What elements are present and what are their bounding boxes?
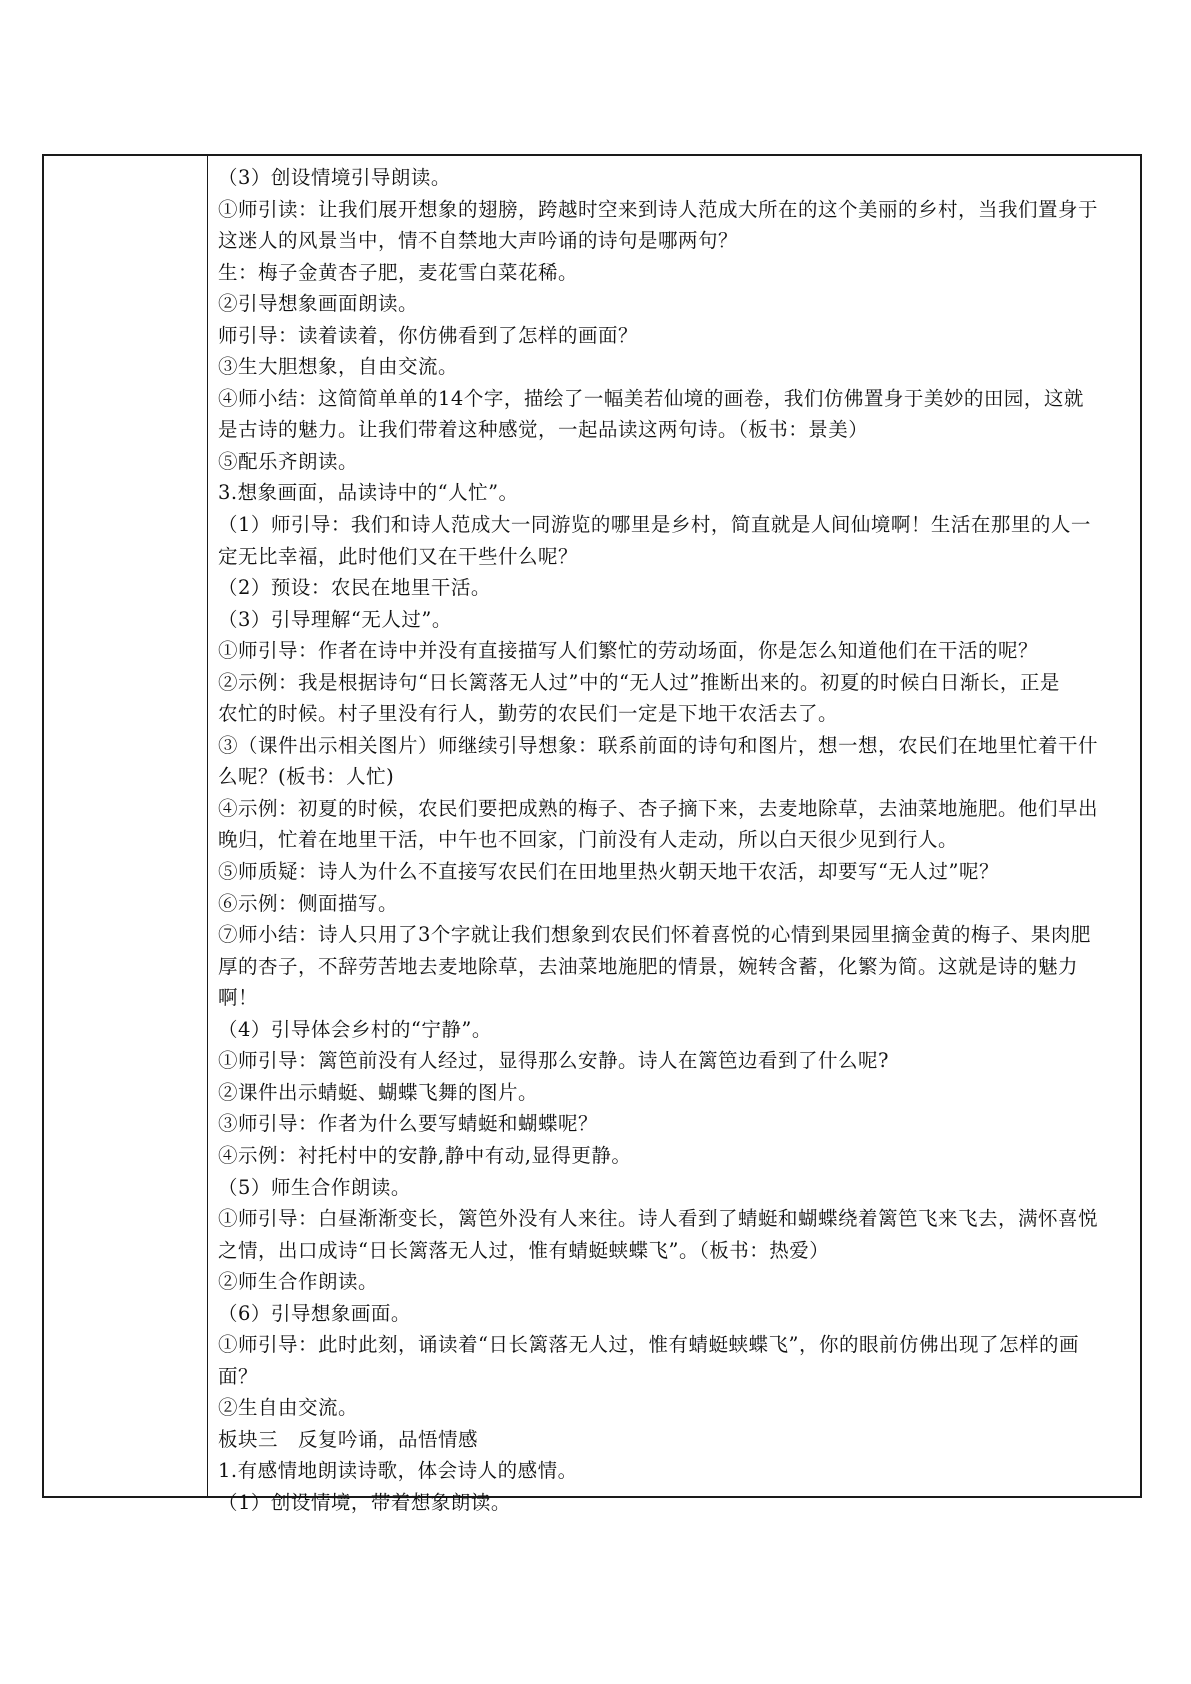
- text-line: 是古诗的魅力。让我们带着这种感觉，一起品读这两句诗。（板书：景美）: [218, 418, 869, 442]
- text-line: ⑥示例：侧面描写。: [218, 891, 399, 915]
- text-line: 板块三 反复吟诵，品悟情感: [218, 1427, 479, 1451]
- text-line: 之情，出口成诗“日长篱落无人过，惟有蜻蜓蛱蝶飞”。（板书：热爱）: [218, 1238, 830, 1262]
- text-line: ⑦师小结：诗人只用了3个字就让我们想象到农民们怀着喜悦的心情到果园里摘金黄的梅子、果肉肥: [218, 923, 1091, 947]
- text-line: 晚归，忙着在地里干活，中午也不回家，门前没有人走动，所以白天很少见到行人。: [218, 828, 959, 852]
- text-line: （2）预设：农民在地里干活。: [218, 576, 491, 600]
- text-line: ⑤师质疑：诗人为什么不直接写农民们在田地里热火朝天地干农活，却要写“无人过”呢？: [218, 860, 999, 884]
- text-line: 3.想象画面，品读诗中的“人忙”。: [218, 481, 519, 505]
- text-line: ②示例：我是根据诗句“日长篱落无人过”中的“无人过”推断出来的。初夏的时候白日渐长，正是: [218, 670, 1060, 694]
- lesson-plan-table: [42, 154, 1142, 1514]
- text-line: （1）师引导：我们和诗人范成大一同游览的哪里是乡村，简直就是人间仙境啊！生活在那里的人一: [218, 513, 1091, 537]
- text-line: ④示例：初夏的时候，农民们要把成熟的梅子、杏子摘下来，去麦地除草，去油菜地施肥。他们早出: [218, 796, 1099, 820]
- text-line: 农忙的时候。村子里没有行人，勤劳的农民们一定是下地干农活去了。: [218, 702, 839, 726]
- text-line: （5）师生合作朗读。: [218, 1175, 411, 1199]
- text-line: ②课件出示蜻蜓、蝴蝶飞舞的图片。: [218, 1080, 539, 1104]
- text-line: （1）创设情境，带着想象朗读。: [218, 1490, 511, 1514]
- text-line: ①师引导：此时此刻，诵读着“日长篱落无人过，惟有蜻蜓蛱蝶飞”，你的眼前仿佛出现了怎样的画: [218, 1333, 1079, 1357]
- text-line: ②生自由交流。: [218, 1396, 359, 1420]
- text-line: 面？: [218, 1364, 259, 1388]
- stage-column-cell: [44, 156, 208, 1496]
- text-line: 1.有感情地朗读诗歌，体会诗人的感情。: [218, 1459, 578, 1483]
- text-line: ④示例：衬托村中的安静,静中有动,显得更静。: [218, 1143, 632, 1167]
- text-line: 生：梅子金黄杏子肥，麦花雪白菜花稀。: [218, 260, 579, 284]
- text-line: （4）引导体会乡村的“宁静”。: [218, 1017, 492, 1041]
- text-line: ①师引导：作者在诗中并没有直接描写人们繁忙的劳动场面，你是怎么知道他们在干活的呢？: [218, 639, 1039, 663]
- text-line: ③（课件出示相关图片）师继续引导想象：联系前面的诗句和图片，想一想，农民们在地里忙着干什: [218, 733, 1099, 757]
- text-line: ④师小结：这简简单单的14个字，描绘了一幅美若仙境的画卷，我们仿佛置身于美妙的田园，这就: [218, 386, 1084, 410]
- text-line: 厚的杏子，不辞劳苦地去麦地除草，去油菜地施肥的情景，婉转含蓄，化繁为简。这就是诗的魅力: [218, 954, 1079, 978]
- text-line: ③生大胆想象，自由交流。: [218, 355, 459, 379]
- text-line: ①师引导：白昼渐渐变长，篱笆外没有人来往。诗人看到了蜻蜓和蝴蝶绕着篱笆飞来飞去，满怀喜悦: [218, 1207, 1099, 1231]
- text-line: ⑤配乐齐朗读。: [218, 449, 359, 473]
- text-line: （3）引导理解“无人过”。: [218, 607, 452, 631]
- text-line: ②引导想象画面朗读。: [218, 292, 419, 316]
- text-line: （3）创设情境引导朗读。: [218, 166, 451, 189]
- text-line: （6）引导想象画面。: [218, 1301, 411, 1325]
- text-line: 么呢？(板书：人忙): [218, 765, 395, 789]
- text-line: 定无比幸福，此时他们又在干些什么呢？: [218, 544, 579, 568]
- text-line: ②师生合作朗读。: [218, 1270, 379, 1294]
- text-line: ③师引导：作者为什么要写蜻蜓和蝴蝶呢？: [218, 1112, 599, 1136]
- teaching-process-cell: [208, 156, 1140, 1514]
- text-line: 啊！: [218, 986, 259, 1010]
- text-line: 这迷人的风景当中，情不自禁地大声吟诵的诗句是哪两句？: [218, 229, 739, 253]
- text-line: ①师引读：让我们展开想象的翅膀，跨越时空来到诗人范成大所在的这个美丽的乡村，当我们置身于: [218, 197, 1099, 221]
- text-line: ①师引导：篱笆前没有人经过，显得那么安静。诗人在篱笆边看到了什么呢?: [218, 1049, 889, 1073]
- text-line: 师引导：读着读着，你仿佛看到了怎样的画面？: [218, 323, 639, 347]
